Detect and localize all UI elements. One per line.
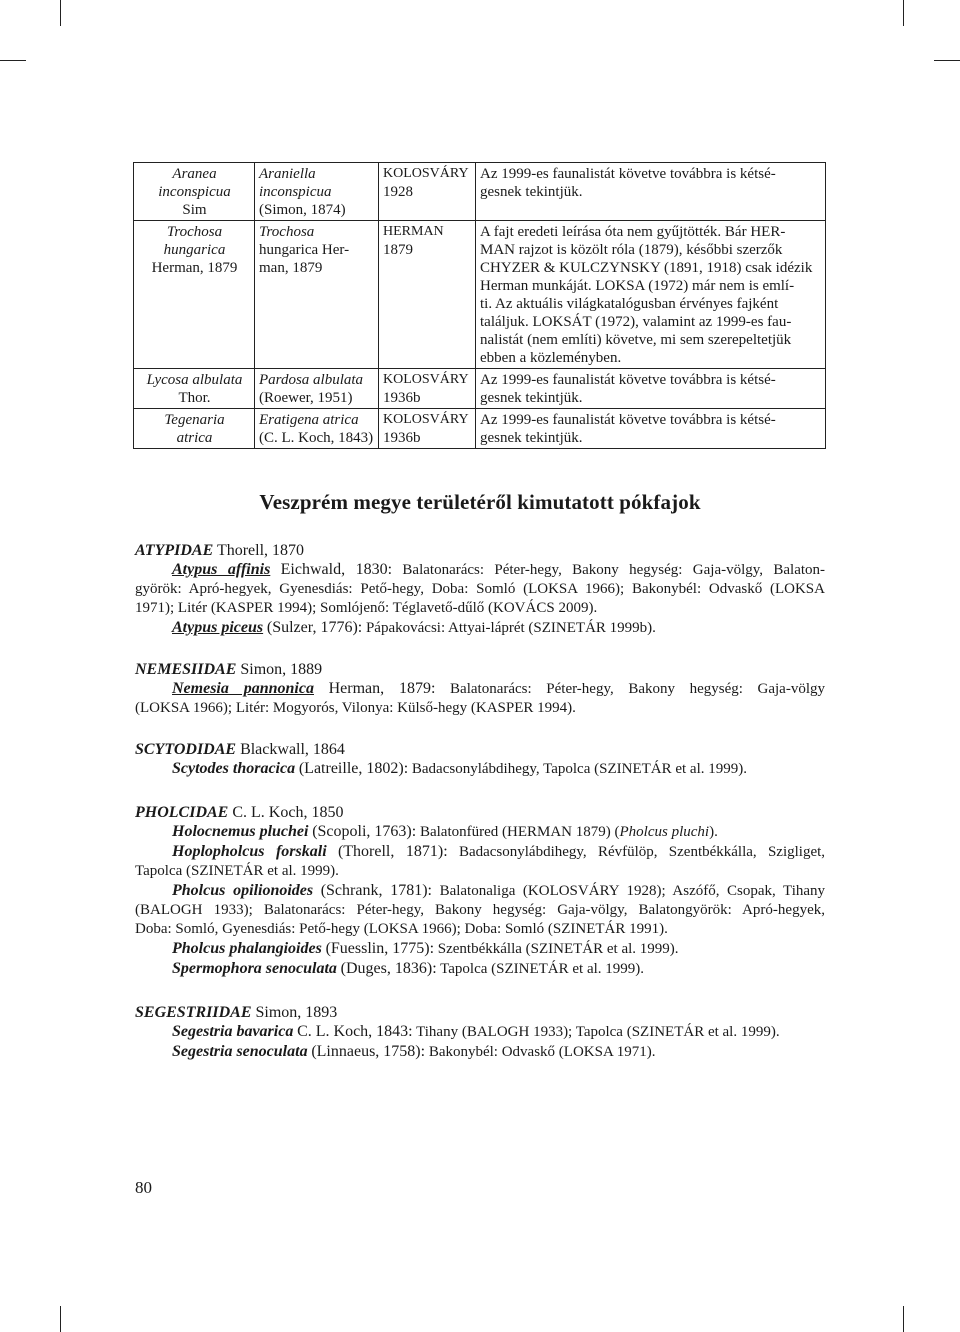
crop-mark-right-top <box>934 60 960 61</box>
cell-line: Thor. <box>178 390 211 406</box>
species-name: Pholcus phalangioides <box>172 940 322 957</box>
species-author: (Scopoli, 1763): <box>312 823 417 840</box>
table-cell-note <box>476 369 826 409</box>
family-name: SEGESTRIIDAE <box>135 1004 252 1021</box>
species-text: Tapolca (SZINETÁR et al. 1999). <box>135 863 339 879</box>
species-text: Balatonfüred (HERMAN 1879) ( <box>419 824 620 840</box>
cell-line: Az 1999-es faunalistát követve továbbra is kétsé- <box>480 372 776 388</box>
family-author: C. L. Koch, 1850 <box>232 804 344 821</box>
species-author: Eichwald, 1830: <box>280 561 393 578</box>
cell-line: gesnek tekintjük. <box>480 184 583 200</box>
species-author: (Duges, 1836): <box>340 960 437 977</box>
species-name: Atypus piceus <box>172 619 264 636</box>
species-author: (Latreille, 1802): <box>298 760 409 777</box>
family-author: Simon, 1889 <box>240 661 323 678</box>
crop-mark-bottom-right <box>903 1306 904 1332</box>
cell-line: Tegenaria <box>164 412 225 428</box>
species-text: 1971); Litér (KASPER 1994); Somlójenő: Téglavető-dűlő (KOVÁCS 2009). <box>135 600 598 616</box>
crop-mark-bottom-left <box>60 1306 61 1332</box>
cell-line: (Roewer, 1951) <box>259 390 353 406</box>
page-number: 80 <box>135 1178 152 1197</box>
cell-line: nalistát (nem említi) követve, mi sem szerepeltetjük <box>480 332 792 348</box>
species-text: (BALOGH 1933); Balatonarács: Péter-hegy, Bakony hegység: Gaja-völgy, Balatongyörök: Apró-hegyek, <box>135 902 825 918</box>
family-name: ATYPIDAE <box>135 542 214 559</box>
table-cell-source <box>379 409 476 449</box>
cell-line: gesnek tekintjük. <box>480 390 583 406</box>
cell-line: 1879 <box>383 242 413 258</box>
species-text: Badacsonylábdihegy, Tapolca (SZINETÁR et al. 1999). <box>411 761 748 777</box>
cell-line: hungarica <box>163 242 226 258</box>
table-cell-original-name <box>134 369 255 409</box>
family-name: SCYTODIDAE <box>135 741 237 758</box>
family-name: NEMESIIDAE <box>135 661 237 678</box>
table-cell-original-name <box>134 409 255 449</box>
cell-line: CHYZER & KULCZYNSKY (1891, 1918) csak idézik <box>480 260 813 276</box>
species-entry <box>135 881 825 901</box>
species-author: Herman, 1879: <box>328 680 436 697</box>
cell-line: A fajt eredeti leírása óta nem gyűjtötték. Bár HER- <box>480 224 786 240</box>
cell-line: Az 1999-es faunalistát követve továbbra is kétsé- <box>480 166 776 182</box>
cell-line: Lycosa albulata <box>146 372 243 388</box>
species-text: Doba: Somló, Gyenesdiás: Pető-hegy (LOKSA 1966); Doba: Somló (SZINETÁR 1991). <box>135 921 668 937</box>
species-entry <box>135 679 825 699</box>
synonym-table <box>133 162 826 449</box>
cell-line: (C. L. Koch, 1843) <box>259 430 374 446</box>
cell-line: ebben a közleményben. <box>480 350 622 366</box>
family-block-pholcidae <box>135 803 825 979</box>
family-author: Thorell, 1870 <box>216 542 305 559</box>
species-text: Tihany (BALOGH 1933); Tapolca (SZINETÁR et al. 1999). <box>416 1024 780 1040</box>
species-text: Balatonarács: Péter-hegy, Bakony hegység: Gaja-völgy, Balaton- <box>402 562 826 578</box>
species-entry <box>135 1042 825 1062</box>
species-text: Balatonaliga (KOLOSVÁRY 1928); Aszófő, Csopak, Tihany <box>439 883 826 899</box>
table-row <box>134 221 826 369</box>
table-cell-source <box>379 369 476 409</box>
family-heading <box>135 740 825 759</box>
species-text: Szentbékkálla (SZINETÁR et al. 1999). <box>437 941 679 957</box>
table-cell-valid-name <box>255 163 379 221</box>
species-name: Segestria senoculata <box>172 1043 308 1060</box>
cell-line: gesnek tekintjük. <box>480 430 583 446</box>
species-text-end: ). <box>709 824 718 840</box>
cell-line: KOLOSVÁRY <box>383 372 469 387</box>
species-author: (Sulzer, 1776): <box>266 619 363 636</box>
cell-line: Araniella <box>259 166 316 182</box>
cell-line: Sim <box>182 202 207 218</box>
cell-line: 1936b <box>383 390 421 406</box>
table-cell-note <box>476 409 826 449</box>
species-entry <box>135 959 825 979</box>
species-entry <box>135 618 825 638</box>
species-text: Balatonarács: Péter-hegy, Bakony hegység: Gaja-völgy <box>450 681 826 697</box>
table-cell-source <box>379 163 476 221</box>
cell-line: atrica <box>176 430 213 446</box>
species-name: Pholcus opilionoides <box>172 882 314 899</box>
cell-line: Trochosa <box>259 224 315 240</box>
table-row <box>134 163 826 221</box>
cell-line: hungarica Her- <box>259 242 350 258</box>
table-cell-valid-name <box>255 409 379 449</box>
table-cell-valid-name <box>255 221 379 369</box>
species-text: Pápakovácsi: Attyai-láprét (SZINETÁR 1999b). <box>365 620 656 636</box>
species-name: Segestria bavarica <box>172 1023 294 1040</box>
species-entry <box>135 1022 825 1042</box>
species-name: Spermophora senoculata <box>172 960 337 977</box>
species-name: Holocnemus pluchei <box>172 823 309 840</box>
family-name: PHOLCIDAE <box>135 804 229 821</box>
cell-line: inconspicua <box>158 184 231 200</box>
species-text: györök: Apró-hegyek, Gyenesdiás: Pető-hegy, Doba: Somló (LOKSA 1966); Bakonybél: Odvaskő (LOKSA <box>135 581 825 597</box>
crop-mark-top-right <box>903 0 904 26</box>
species-text: Tapolca (SZINETÁR et al. 1999). <box>440 961 645 977</box>
species-text: Badacsonylábdihegy, Révfülöp, Szentbékkálla, Szigliget, <box>458 844 826 860</box>
cell-line: Herman, 1879 <box>151 260 238 276</box>
species-entry <box>135 560 825 580</box>
family-author: Simon, 1893 <box>255 1004 338 1021</box>
species-synonym: Pholcus pluchi <box>619 824 710 840</box>
family-heading <box>135 541 825 560</box>
family-author: Blackwall, 1864 <box>240 741 345 758</box>
cell-line: HERMAN <box>383 224 444 239</box>
species-author: (Schrank, 1781): <box>320 882 433 899</box>
table-cell-note <box>476 163 826 221</box>
species-entry <box>135 822 825 842</box>
cell-line: Az 1999-es faunalistát követve továbbra is kétsé- <box>480 412 776 428</box>
table-cell-original-name <box>134 163 255 221</box>
crop-mark-left-top <box>0 60 26 61</box>
cell-line: Herman munkáját. LOKSA (1972) már nem is emlí- <box>480 278 795 294</box>
cell-line: találjuk. LOKSÁT (1972), valamint az 1999-es fau- <box>480 314 792 330</box>
cell-line: KOLOSVÁRY <box>383 412 469 427</box>
family-heading <box>135 803 825 822</box>
family-heading <box>135 1003 825 1022</box>
cell-line: Trochosa <box>166 224 223 240</box>
cell-line: MAN rajzot is közölt róla (1879), későbbi szerzők <box>480 242 783 258</box>
species-author: (Fuesslin, 1775): <box>325 940 435 957</box>
species-name: Scytodes thoracica <box>172 760 296 777</box>
table-row <box>134 369 826 409</box>
species-author: C. L. Koch, 1843: <box>297 1023 413 1040</box>
family-block-scytodidae <box>135 740 825 779</box>
table-cell-valid-name <box>255 369 379 409</box>
table-cell-original-name <box>134 221 255 369</box>
family-block-atypidae <box>135 541 825 638</box>
cell-line: Pardosa albulata <box>259 372 364 388</box>
table-cell-note <box>476 221 826 369</box>
species-entry <box>135 939 825 959</box>
species-name: Atypus affinis <box>172 561 271 578</box>
family-block-nemesiidae <box>135 660 825 718</box>
species-name: Nemesia pannonica <box>172 680 314 697</box>
species-author: (Thorell, 1871): <box>337 843 448 860</box>
cell-line: Eratigena atrica <box>259 412 359 428</box>
cell-line: (Simon, 1874) <box>259 202 346 218</box>
section-title: Veszprém megye területéről kimutatott pókfajok <box>259 490 701 514</box>
family-heading <box>135 660 825 679</box>
species-text: Bakonybél: Odvaskő (LOKSA 1971). <box>428 1044 656 1060</box>
table-cell-source <box>379 221 476 369</box>
cell-line: inconspicua <box>259 184 332 200</box>
family-block-segestriidae <box>135 1003 825 1062</box>
cell-line: 1928 <box>383 184 413 200</box>
species-text: (LOKSA 1966); Litér: Mogyorós, Vilonya: Külső-hegy (KASPER 1994). <box>135 700 576 716</box>
species-name: Hoplopholcus forskali <box>172 843 327 860</box>
table-row <box>134 409 826 449</box>
cell-line: KOLOSVÁRY <box>383 166 469 181</box>
cell-line: ti. Az aktuális világkatalógusban érvényes fajként <box>480 296 779 312</box>
cell-line: Aranea <box>172 166 217 182</box>
cell-line: 1936b <box>383 430 421 446</box>
species-entry <box>135 842 825 862</box>
species-author: (Linnaeus, 1758): <box>311 1043 426 1060</box>
cell-line: man, 1879 <box>259 260 323 276</box>
crop-mark-top-left <box>60 0 61 26</box>
species-entry <box>135 759 825 779</box>
